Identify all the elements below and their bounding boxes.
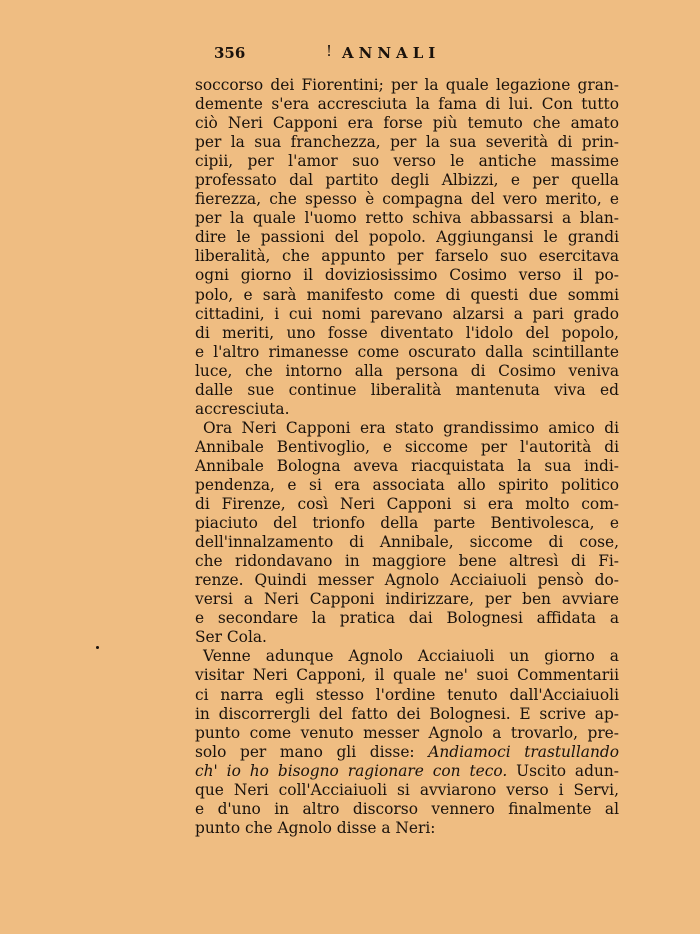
text-line: Venne adunque Agnolo Acciaiuoli un giorno a — [203, 647, 619, 666]
text-line: di Firenze, così Neri Capponi si era molto com- — [195, 495, 619, 514]
running-title: ANNALI — [342, 44, 441, 62]
text-line: visitar Neri Capponi, il quale ne' suoi Commentarii — [195, 666, 619, 685]
text-line: accresciuta. — [195, 399, 290, 418]
text-line: renze. Quindi messer Agnolo Acciaiuoli pensò do- — [195, 571, 619, 590]
text-line: polo, e sarà manifesto come di questi due sommi — [195, 285, 619, 304]
text-line: cipii, per l'amor suo verso le antiche massime — [195, 152, 619, 171]
running-head — [214, 44, 474, 64]
text-line: di meriti, uno fosse diventato l'idolo del popolo, — [195, 323, 619, 342]
text-run: Uscito adun- — [516, 761, 619, 780]
text-line: ogni giorno il doviziosissimo Cosimo verso il po- — [195, 266, 619, 285]
text-line: fierezza, che spesso è compagna del vero merito, e — [195, 190, 619, 209]
text-line: professato dal partito degli Albizzi, e per quella — [195, 171, 619, 190]
text-line: punto come venuto messer Agnolo a trovarlo, pre- — [195, 723, 619, 742]
text-line: e d'uno in altro discorso vennero finalmente al — [195, 799, 619, 818]
text-line: versi a Neri Capponi indirizzare, per ben avviare — [195, 590, 619, 609]
text-line: dire le passioni del popolo. Aggiungansi le grandi — [195, 228, 619, 247]
text-line: e secondare la pratica dai Bolognesi affidata a — [195, 609, 619, 628]
text-line: Annibale Bologna aveva riacquistata la sua indi- — [195, 456, 619, 475]
text-line: liberalità, che appunto per farselo suo esercitava — [195, 247, 619, 266]
text-line: ciò Neri Capponi era forse più temuto che amato — [195, 114, 619, 133]
margin-dot — [96, 646, 99, 649]
text-line: per la quale l'uomo retto schiva abbassarsi a blan- — [195, 209, 619, 228]
body-text — [195, 76, 619, 838]
text-line: che ridondavano in maggiore bene altresì di Fi- — [195, 552, 619, 571]
text-line: dalle sue continue liberalità mantenuta viva ed — [195, 380, 619, 399]
text-line: e l'altro rimanesse come oscurato dalla scintillante — [195, 342, 619, 361]
text-line: per la sua franchezza, per la sua severità di prin- — [195, 133, 619, 152]
text-line: Ser Cola. — [195, 628, 267, 647]
text-line: Ora Neri Capponi era stato grandissimo amico di — [203, 418, 619, 437]
text-line: dell'innalzamento di Annibale, siccome di cose, — [195, 533, 619, 552]
text-line — [195, 743, 619, 762]
italic-text-run: ch' io ho bisogno ragionare con teco. — [195, 761, 508, 780]
text-line: ci narra egli stesso l'ordine tenuto dall'Acciaiuoli — [195, 685, 619, 704]
text-line: pendenza, e si era associata allo spirito politico — [195, 475, 619, 494]
text-line — [195, 762, 619, 781]
text-line: piaciuto del trionfo della parte Bentivolesca, e — [195, 514, 619, 533]
text-line: soccorso dei Fiorentini; per la quale legazione gran- — [195, 76, 619, 94]
text-line: Annibale Bentivoglio, e siccome per l'autorità di — [195, 437, 619, 456]
text-line: luce, che intorno alla persona di Cosimo veniva — [195, 361, 619, 380]
header-mark: ! — [326, 42, 333, 60]
text-line: in discorrergli del fatto dei Bolognesi. E scrive ap- — [195, 704, 619, 723]
text-run: solo per mano gli disse: — [195, 742, 415, 761]
text-line: que Neri coll'Acciaiuoli si avviarono verso i Servi, — [195, 780, 619, 799]
text-line: punto che Agnolo disse a Neri: — [195, 818, 436, 837]
text-line: cittadini, i cui nomi parevano alzarsi a pari grado — [195, 304, 619, 323]
text-line: demente s'era accresciuta la fama di lui. Con tutto — [195, 95, 619, 114]
italic-text-run: Andiamoci trastullando — [428, 742, 619, 761]
page-number: 356 — [214, 44, 246, 62]
